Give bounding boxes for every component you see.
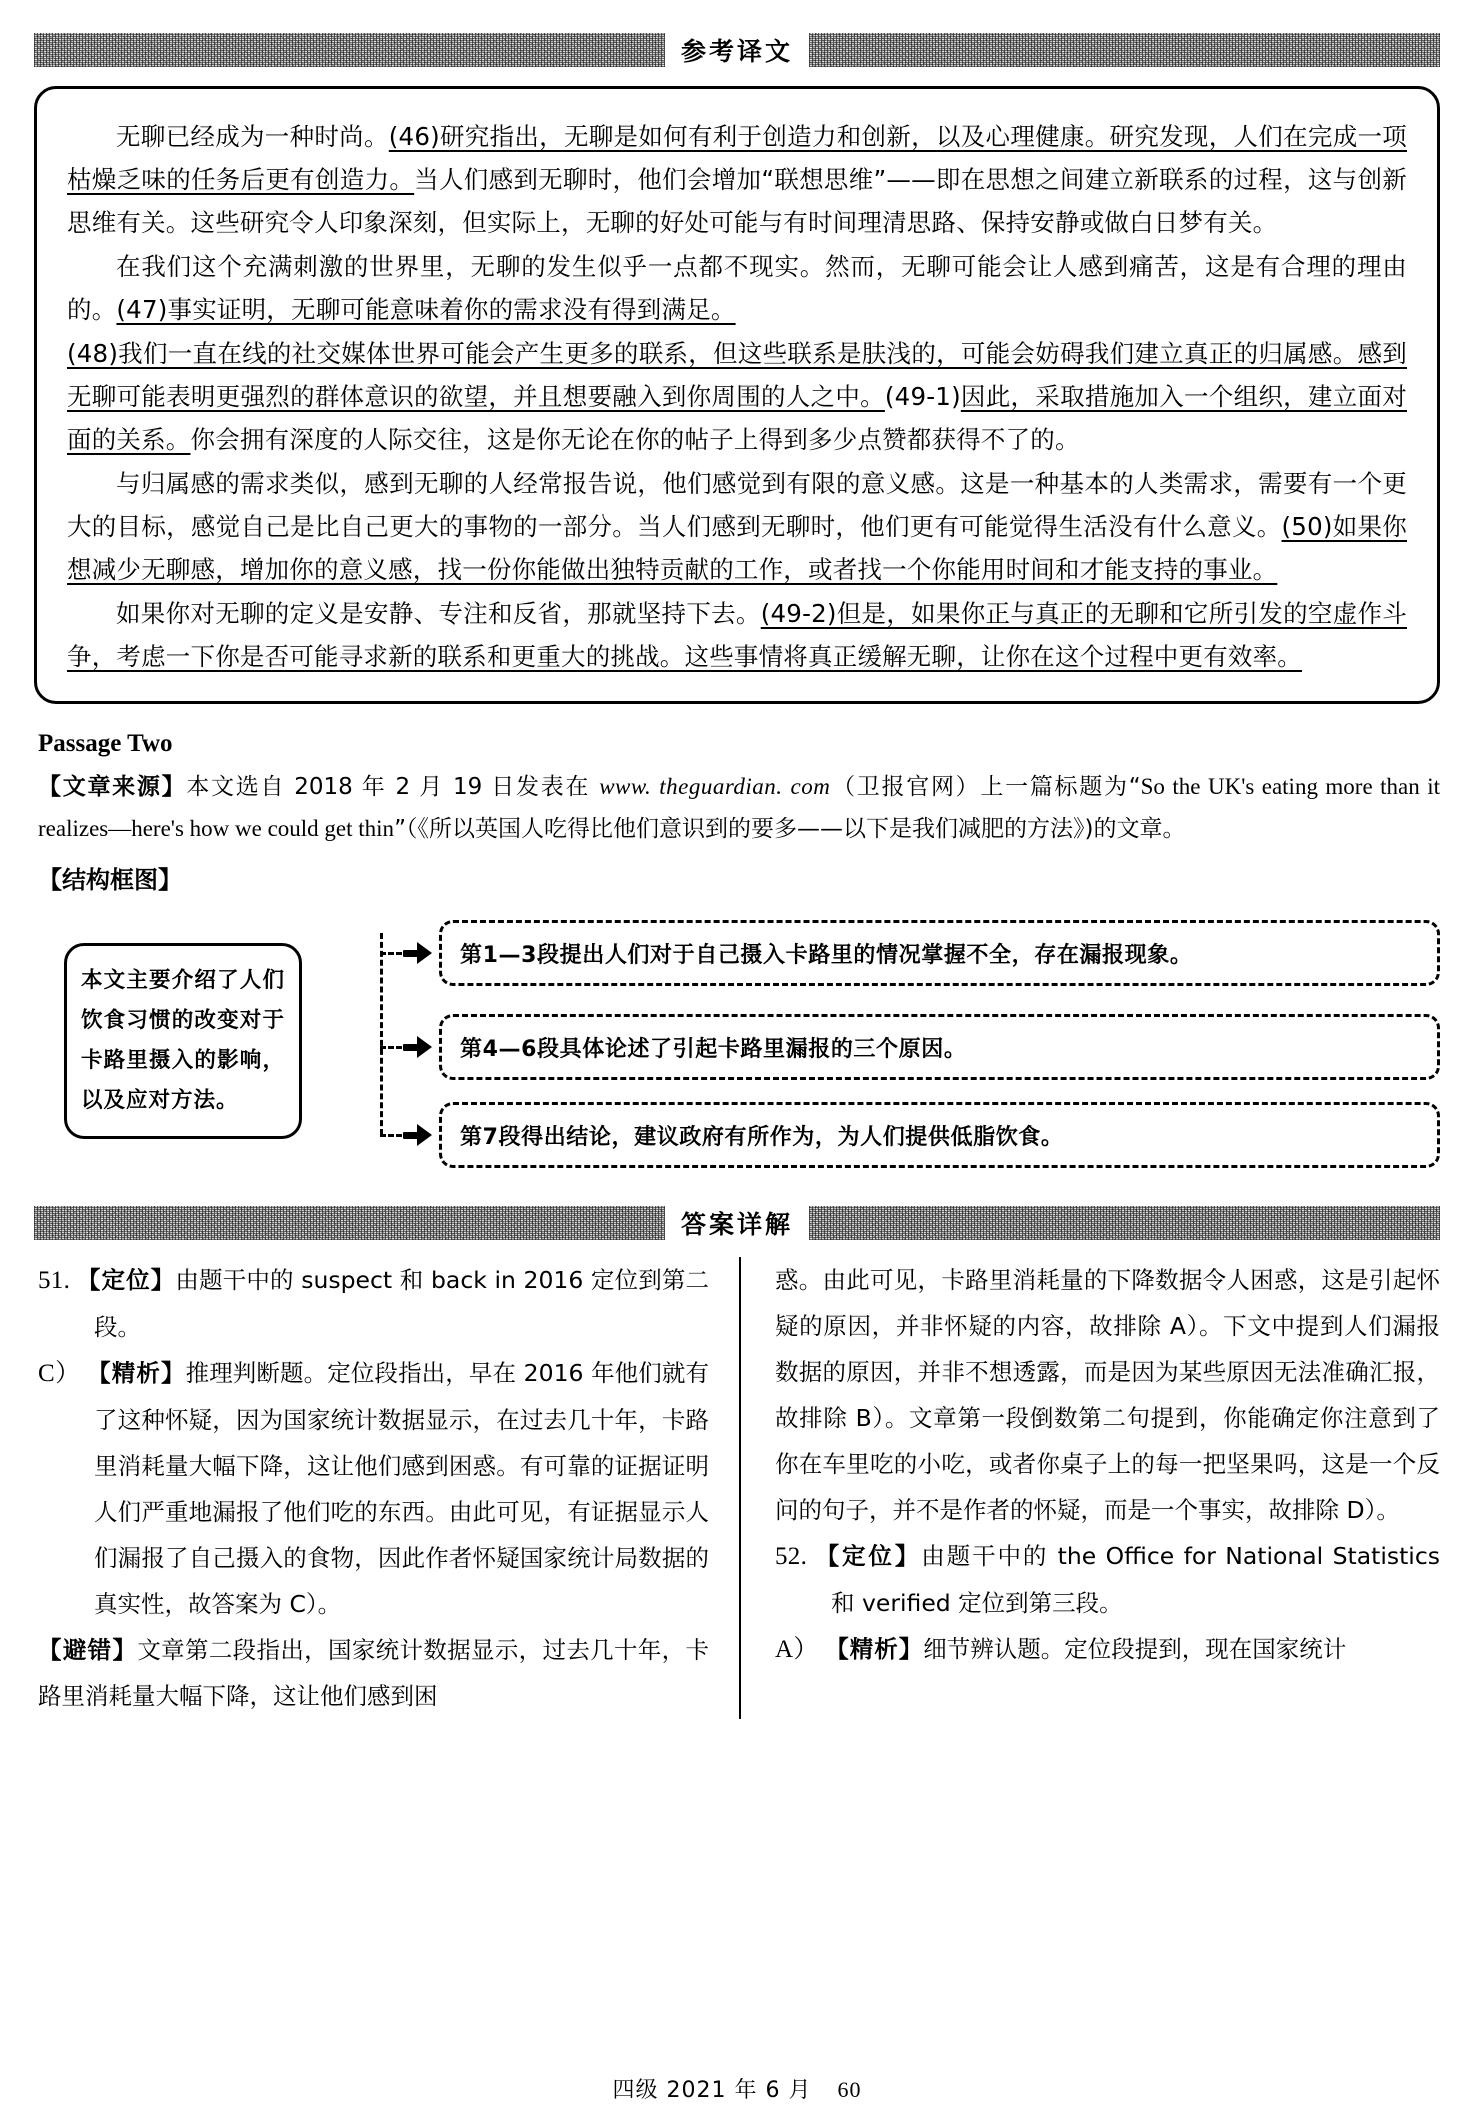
- source-part-two: （卫报官网）上一篇标题为“: [830, 774, 1141, 800]
- diagram-branch-1: [380, 919, 1440, 987]
- answer-entry: [38, 1627, 709, 1719]
- reference-translation-banner: [34, 28, 1440, 72]
- structure-diagram: [38, 911, 1440, 1173]
- diagram-branch-2: [380, 1013, 1440, 1081]
- answer-body-text: 由题干中的 the Office for National Statistics 和 verified 定位到第三段。: [831, 1542, 1440, 1617]
- answer-entry: [775, 1626, 1440, 1673]
- translation-paragraph: [67, 592, 1407, 678]
- answer-entry: [38, 1350, 709, 1627]
- answer-tag: 【精析】: [825, 1635, 924, 1663]
- translation-run: 你会拥有深度的人际交往，这是你无论在你的帖子上得到多少点赞都获得不了的。: [190, 425, 1080, 454]
- answer-tag: 【定位】: [815, 1542, 922, 1570]
- answer-explanation-banner: [34, 1201, 1440, 1245]
- translation-run: 如果你对无聊的定义是安静、专注和反省，那就坚持下去。: [116, 599, 761, 628]
- banner-texture-right: [809, 33, 1440, 67]
- diagram-branch-box: [439, 920, 1440, 986]
- translation-run: 与归属感的需求类似，感到无聊的人经常报告说，他们感觉到有限的意义感。这是一种基本的人类需求，需要有一个更大的目标，感觉自己是比自己更大的事物的一部分。当人们感到无聊时，他们更有可能觉得生活没有什么意义。: [67, 469, 1407, 541]
- arrow-right-icon: [403, 1036, 433, 1058]
- page-footer: [0, 2073, 1474, 2104]
- banner-texture-right: [809, 1206, 1440, 1240]
- answer-body-text: 推理判断题。定位段指出，早在 2016 年他们就有了这种怀疑，因为国家统计数据显示，在过去几十年，卡路里消耗量大幅下降，这让他们感到困惑。有可靠的证据证明人们严重地漏报了他们吃的东西。由此可见，有证据显示人们漏报了自己摄入的食物，因此作者怀疑国家统计局数据的真实性，故答案为 C）。: [94, 1359, 710, 1618]
- translation-run: 无聊已经成为一种时尚。: [116, 122, 389, 151]
- source-label: 【文章来源】: [38, 774, 187, 800]
- translation-run: 在我们这个充满刺激的世界里，无聊的发生似乎一点都不现实。然而，无聊可能会让人感到痛苦，这是有合理的理由的。: [67, 252, 1407, 324]
- branch-connector-stub: [380, 1046, 402, 1049]
- translation-underlined-run: (50)如果你想减少无聊感，增加你的意义感，找一份你能做出独特贡献的工作，或者找一个你能用时间和才能支持的事业。: [67, 512, 1407, 584]
- answer-entry: [38, 1257, 709, 1350]
- answer-question-number: 52.: [775, 1543, 816, 1570]
- answers-left-column: [38, 1257, 739, 1719]
- source-url: www. theguardian. com: [599, 774, 831, 799]
- answer-option-letter: A）: [775, 1636, 826, 1663]
- answers-banner-title: 答案详解: [665, 1205, 809, 1241]
- diagram-branch-3: [380, 1101, 1440, 1169]
- diagram-summary-box: [64, 943, 302, 1139]
- diagram-branch-text: 第7段得出结论，建议政府有所作为，为人们提供低脂饮食。: [460, 1124, 1064, 1150]
- translation-paragraph: [67, 245, 1407, 331]
- footer-label: 四级 2021 年 6 月: [612, 2078, 812, 2103]
- passage-two-heading: Passage Two: [38, 730, 173, 757]
- answer-body-text: 细节辨认题。定位段提到，现在国家统计: [923, 1635, 1347, 1663]
- answer-option-letter: C）: [38, 1360, 88, 1387]
- translation-box: [34, 86, 1440, 704]
- answer-entry: [775, 1533, 1440, 1626]
- arrow-right-icon: [403, 942, 433, 964]
- page-root: [0, 28, 1474, 2122]
- translation-underlined-run: (46)研究指出，无聊是如何有利于创造力和创新，以及心理健康。研究发现，人们在完成一项枯燥乏味的任务后更有创造力。: [67, 122, 1407, 194]
- diagram-branch-box: [439, 1102, 1440, 1168]
- answer-tag: 【精析】: [87, 1359, 186, 1387]
- translation-run: (49-1): [884, 382, 961, 411]
- answer-tag: 【定位】: [76, 1266, 176, 1294]
- footer-page-number: 60: [837, 2077, 862, 2102]
- diagram-branch-text: 第4—6段具体论述了引起卡路里漏报的三个原因。: [460, 1036, 967, 1062]
- diagram-summary-text: 本文主要介绍了人们饮食习惯的改变对于卡路里摄入的影响，以及应对方法。: [81, 968, 285, 1113]
- answer-tag: 【避错】: [38, 1636, 138, 1664]
- answers-right-column: [739, 1257, 1440, 1719]
- source-part-one: 本文选自 2018 年 2 月 19 日发表在: [186, 774, 600, 800]
- answer-entry: [775, 1257, 1440, 1533]
- translation-underlined-run: 因此，采取措施加入一个组织，建立面对面的关系。: [67, 382, 1407, 454]
- arrow-right-icon: [403, 1124, 433, 1146]
- source-part-three: ”（《所以英国人吃得比他们意识到的要多——以下是我们减肥的方法》)的文章。: [394, 816, 1186, 842]
- diagram-branch-text: 第1—3段提出人们对于自己摄入卡路里的情况掌握不全，存在漏报现象。: [460, 942, 1193, 968]
- banner-texture-left: [34, 33, 665, 67]
- translation-paragraph-list: [67, 115, 1407, 678]
- article-source-block: [38, 766, 1440, 850]
- answer-question-number: 51.: [38, 1267, 77, 1294]
- translation-underlined-run: (48)我们一直在线的社交媒体世界可能会产生更多的联系，但这些联系是肤浅的，可能会妨碍我们建立真正的归属感。感到无聊可能表明更强烈的群体意识的欲望，并且想要融入到你周围的人之中。: [67, 339, 1407, 411]
- answer-body-text: 由题干中的 suspect 和 back in 2016 定位到第二段。: [94, 1266, 709, 1341]
- translation-paragraph: [67, 332, 1407, 461]
- answer-body-text: 惑。由此可见，卡路里消耗量的下降数据令人困惑，这是引起怀疑的原因，并非怀疑的内容，故排除 A）。下文中提到人们漏报数据的原因，并非不想透露，而是因为某些原因无法准确汇报，故排除 B）。文章第一段倒数第二句提到，你能确定你注意到了你在车里吃的小吃，或者你桌子上的每一把坚果吗，这是一个反问的句子，并不是作者的怀疑，而是一个事实，故排除 D）。: [775, 1266, 1440, 1524]
- translation-run: 当人们感到无聊时，他们会增加“联想思维”——即在思想之间建立新联系的过程，这与创新思维有关。这些研究令人印象深刻，但实际上，无聊的好处可能与有时间理清思路、保持安静或做白日梦有关。: [67, 165, 1407, 237]
- source-english-title: So the UK's eating more than it realizes—here's how we could get thin: [38, 774, 1440, 841]
- answers-section: [38, 1257, 1440, 1719]
- diagram-branch-box: [439, 1014, 1440, 1080]
- banner-title: 参考译文: [665, 32, 809, 68]
- branch-connector-stub: [380, 1134, 402, 1137]
- banner-texture-left: [34, 1206, 665, 1240]
- structure-diagram-label: 【结构框图】: [38, 866, 182, 894]
- translation-underlined-run: (49-2)但是，如果你正与真正的无聊和它所引发的空虚作斗争，考虑一下你是否可能寻求新的联系和更重大的挑战。这些事情将真正缓解无聊，让你在这个过程中更有效率。: [67, 599, 1407, 671]
- branch-connector-stub: [380, 952, 402, 955]
- translation-paragraph: [67, 115, 1407, 244]
- translation-paragraph: [67, 462, 1407, 591]
- translation-underlined-run: (47)事实证明，无聊可能意味着你的需求没有得到满足。: [116, 295, 736, 324]
- answer-body-text: 文章第二段指出，国家统计数据显示，过去几十年，卡路里消耗量大幅下降，这让他们感到困: [38, 1636, 710, 1710]
- diagram-branches: [338, 911, 1440, 1173]
